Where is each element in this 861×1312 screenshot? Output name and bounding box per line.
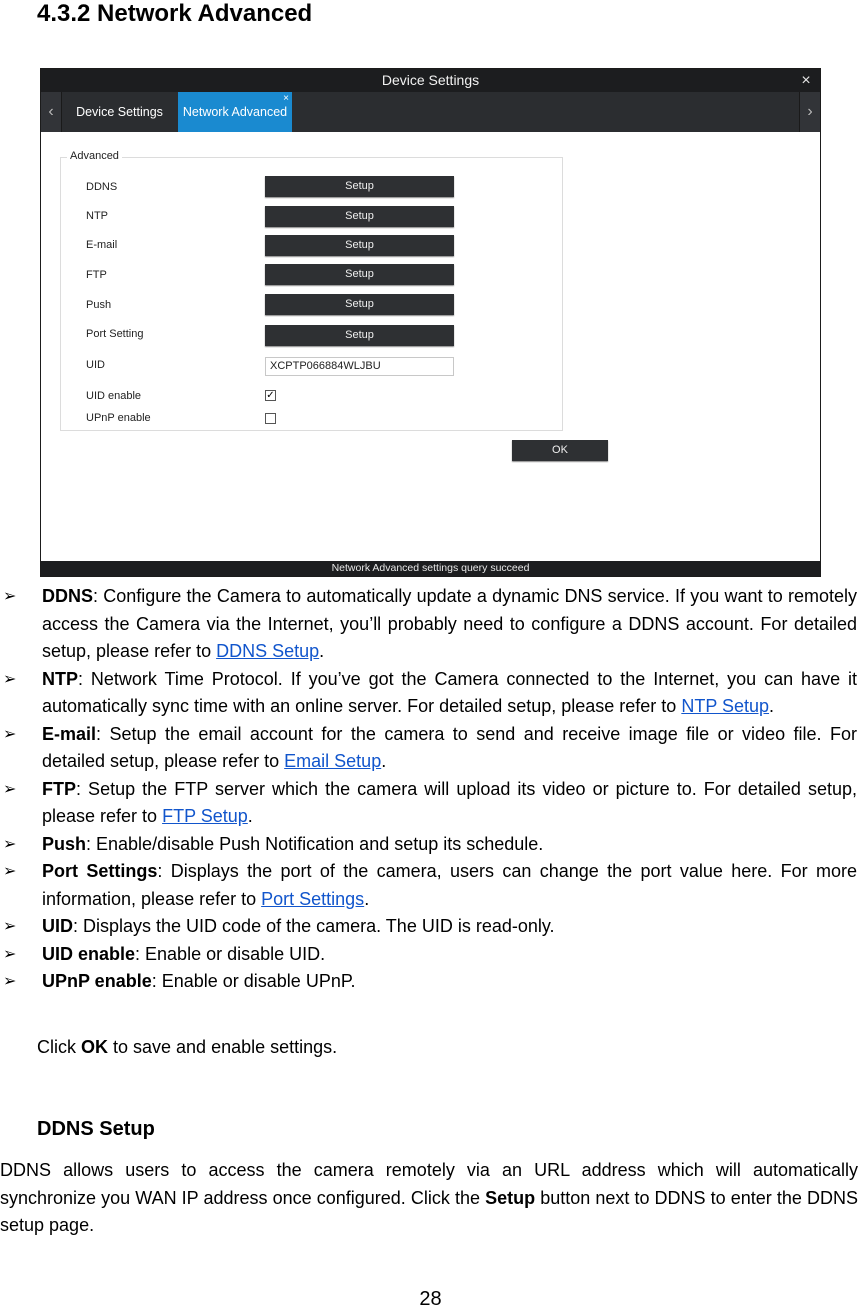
- bullet-icon: ➢: [3, 945, 17, 963]
- list-item: [0, 968, 861, 996]
- list-item: [0, 913, 861, 941]
- push-label: Push: [86, 299, 112, 311]
- bullet-icon: ➢: [3, 588, 17, 605]
- ntp-setup-link[interactable]: NTP Setup: [681, 696, 770, 716]
- bullet-icon: ➢: [3, 918, 17, 935]
- ntp-setup-button[interactable]: Setup: [265, 206, 454, 227]
- list-text: : Network Time Protocol. If you’ve got the Camera connected to the Internet, you can have it automatically sync time with an online server. For detailed setup, please refer to: [42, 668, 857, 716]
- list-item: [0, 776, 861, 831]
- check-icon: ✓: [266, 390, 275, 401]
- list-term: FTP: [42, 778, 76, 799]
- list-item: [0, 941, 861, 969]
- tab-network-advanced-label: Network Advanced: [182, 105, 288, 119]
- list-term: Push: [42, 833, 87, 854]
- list-end: .: [247, 806, 253, 826]
- bullet-icon: ➢: [3, 725, 17, 743]
- group-label: Advanced: [67, 150, 122, 162]
- feature-list: [0, 583, 861, 996]
- list-end: .: [364, 888, 370, 909]
- bullet-icon: ➢: [3, 863, 17, 880]
- section-title: 4.3.2 Network Advanced: [37, 0, 313, 27]
- ftp-label: FTP: [86, 269, 107, 281]
- ddns-label: DDNS: [86, 181, 118, 193]
- chevron-left-icon[interactable]: ‹: [41, 92, 62, 132]
- tab-bar: [41, 92, 820, 132]
- list-term: NTP: [42, 668, 78, 689]
- list-term: UID enable: [42, 943, 136, 964]
- chevron-right-icon[interactable]: ›: [799, 92, 820, 132]
- list-item: [0, 831, 861, 859]
- uid-enable-checkbox[interactable]: [265, 390, 276, 401]
- list-term: DDNS: [42, 586, 94, 606]
- uid-label: UID: [86, 359, 105, 371]
- click-ok-line: [37, 1037, 337, 1058]
- list-term: E-mail: [42, 723, 97, 744]
- port-settings-link[interactable]: Port Settings: [261, 888, 365, 909]
- ftp-setup-button[interactable]: Setup: [265, 264, 454, 285]
- click-ok-pre: Click: [37, 1037, 81, 1057]
- upnp-enable-label: UPnP enable: [86, 412, 151, 424]
- push-setup-button[interactable]: Setup: [265, 294, 454, 315]
- list-text: : Setup the FTP server which the camera will upload its video or picture to. For detailed setup, please refer to: [42, 778, 857, 826]
- email-setup-link[interactable]: Email Setup: [284, 751, 382, 771]
- upnp-enable-checkbox[interactable]: [265, 413, 276, 424]
- ftp-setup-link[interactable]: FTP Setup: [162, 806, 248, 826]
- ok-button[interactable]: OK: [512, 440, 608, 461]
- click-ok-bold: OK: [81, 1037, 108, 1057]
- list-text: : Configure the Camera to automatically update a dynamic DNS service. If you want to remotely access the Camera via the Internet, you’ll probably need to configure a DDNS account. For detailed setup, please refer to: [42, 586, 857, 661]
- list-text: : Enable or disable UPnP.: [151, 971, 356, 991]
- ddns-paragraph-post: button next to DDNS to enter the DDNS setup page.: [0, 1187, 858, 1235]
- list-text: : Enable/disable Push Notification and setup its schedule.: [86, 833, 544, 854]
- device-settings-window: [40, 68, 821, 577]
- ddns-setup-heading: DDNS Setup: [37, 1118, 155, 1140]
- list-end: .: [381, 751, 387, 771]
- list-item: [0, 721, 861, 776]
- ddns-setup-link[interactable]: DDNS Setup: [216, 641, 320, 661]
- page-number: 28: [419, 1288, 442, 1310]
- tab-device-settings[interactable]: Device Settings: [62, 92, 177, 132]
- ddns-paragraph-bold: Setup: [485, 1187, 536, 1208]
- bullet-icon: ➢: [3, 670, 17, 688]
- bullet-icon: ➢: [3, 973, 17, 990]
- ddns-paragraph: [0, 1157, 858, 1240]
- tab-close-icon[interactable]: ×: [283, 93, 289, 104]
- ddns-paragraph-pre: DDNS allows users to access the camera remotely via an URL address which will automatically synchronize you WAN IP address once configured. Click the: [0, 1160, 858, 1208]
- list-text: : Enable or disable UID.: [135, 943, 326, 964]
- list-term: UPnP enable: [42, 971, 152, 991]
- list-term: UID: [42, 916, 73, 936]
- list-item: [0, 858, 861, 913]
- list-term: Port Settings: [42, 861, 158, 881]
- window-title: Device Settings: [41, 69, 820, 92]
- tab-network-advanced[interactable]: [178, 92, 292, 132]
- bullet-icon: ➢: [3, 780, 17, 798]
- ddns-setup-button[interactable]: Setup: [265, 176, 454, 197]
- ntp-label: NTP: [86, 210, 108, 222]
- port-setting-label: Port Setting: [86, 328, 144, 340]
- list-item: [0, 583, 861, 666]
- uid-enable-label: UID enable: [86, 390, 142, 402]
- email-setup-button[interactable]: Setup: [265, 235, 454, 256]
- close-icon[interactable]: ×: [801, 72, 811, 89]
- list-text: : Displays the UID code of the camera. The UID is read-only.: [73, 916, 555, 936]
- list-text: : Displays the port of the camera, users can change the port value here. For more information, please refer to: [42, 861, 858, 909]
- status-bar: Network Advanced settings query succeed: [41, 561, 820, 576]
- bullet-icon: ➢: [3, 835, 17, 853]
- email-label: E-mail: [86, 239, 118, 251]
- port-setting-setup-button[interactable]: Setup: [265, 325, 454, 346]
- list-text: : Setup the email account for the camera to send and receive image file or video file. For detailed setup, please refer to: [42, 723, 857, 771]
- list-item: [0, 666, 861, 721]
- list-end: .: [769, 696, 775, 716]
- click-ok-post: to save and enable settings.: [108, 1037, 338, 1057]
- list-end: .: [319, 641, 325, 661]
- uid-field[interactable]: XCPTP066884WLJBU: [265, 357, 454, 376]
